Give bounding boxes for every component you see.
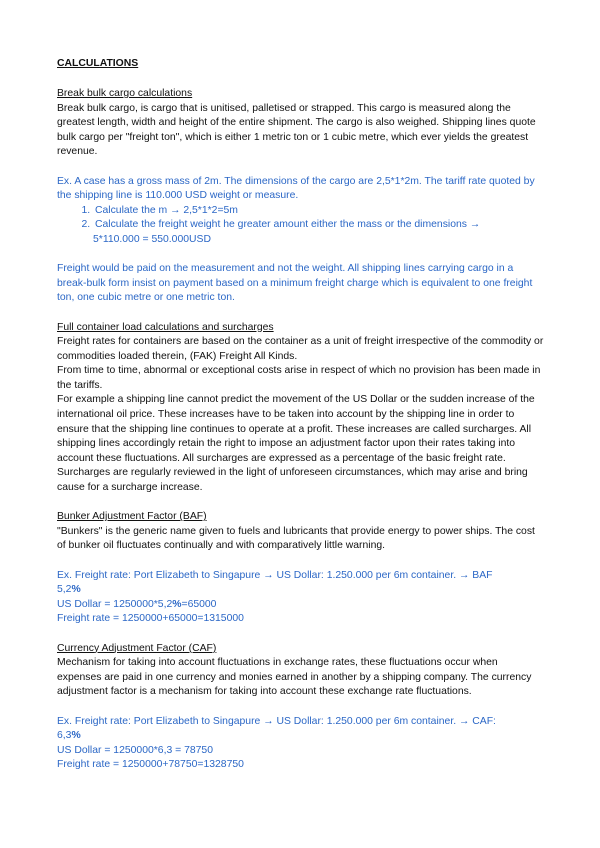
baf-calc-suffix: =65000 <box>181 598 217 610</box>
baf-percentage: 5,2 <box>57 584 72 596</box>
caf-section <box>57 642 545 773</box>
baf-calculation <box>57 598 545 613</box>
break-bulk-body: Break bulk cargo, is cargo that is unitised, palletised or strapped. This cargo is measured along the greatest length, width and height of the entire shipment. The cargo is also weighed. Shipping lines quote bulk cargo per "freight ton", which is either 1 metric ton or 1 cubic metre, which ever yields the greatest revenue. <box>57 102 536 158</box>
baf-example-line: Ex. Freight rate: Port Elizabeth to Singapure → US Dollar: 1.250.000 per 6m container. → BAF <box>57 569 493 581</box>
full-container-paragraph-1: Freight rates for containers are based on the container as a unit of freight irrespective of the commodity or commodities loaded therein, (FAK) Freight All Kinds. <box>57 336 544 362</box>
break-bulk-note: Freight would be paid on the measurement and not the weight. All shipping lines carrying cargo in a break-bulk form insist on payment based on a minimum freight charge which is equivalent to one freight ton, one cubic metre or one metric ton. <box>57 263 533 304</box>
spacer <box>57 554 545 569</box>
break-bulk-step-2-result: 5*110.000 = 550.000USD <box>93 233 211 245</box>
full-container-paragraph-2: From time to time, abnormal or exceptional costs arise in respect of which no provision has been made in the tariffs. <box>57 365 541 391</box>
spacer <box>57 306 545 321</box>
spacer <box>57 160 545 175</box>
break-bulk-heading: Break bulk cargo calculations <box>57 88 193 99</box>
break-bulk-step-1: 1. Calculate the m → 2,5*1*2=5m <box>93 204 545 219</box>
baf-calc-percent: % <box>172 598 182 610</box>
baf-heading: Bunker Adjustment Factor (BAF) <box>57 511 207 523</box>
document-content <box>57 57 545 773</box>
caf-example <box>57 715 545 744</box>
spacer <box>57 248 545 263</box>
caf-percentage: 6,3 <box>57 730 72 742</box>
break-bulk-steps <box>57 204 545 233</box>
baf-section <box>57 510 545 627</box>
caf-calculation: US Dollar = 1250000*6,3 = 78750 <box>57 744 213 756</box>
break-bulk-example: Ex. A case has a gross mass of 2m. The dimensions of the cargo are 2,5*1*2m. The tariff rate quoted by the shipping line is 110.000 USD weight or measure. <box>57 175 535 202</box>
spacer <box>57 627 545 642</box>
full-container-paragraph-3: For example a shipping line cannot predict the movement of the US Dollar or the sudden increase of the international oil price. These increases have to be taken into account by the shipping line in order to ensure that the shipping line continues to operate at a profit. These increases are called surcharges. All shipping lines accordingly retain the right to impose an adjustment factor upon their rates taking into account these fluctuations. All surcharges are expressed as a percentage of the basic freight rate. Surcharges are regularly reviewed in the light of unforeseen circumstances, which may arise and bring cause for a surcharge increase. <box>57 394 535 494</box>
baf-calc-prefix: US Dollar = 1250000*5,2 <box>57 598 173 610</box>
caf-percent-sign: % <box>71 730 81 742</box>
baf-body: "Bunkers" is the generic name given to fuels and lubricants that provide energy to power ships. The cost of bunker oil fluctuates continually and with comparatively little warning. <box>57 525 535 552</box>
spacer <box>57 700 545 715</box>
break-bulk-step-2: 2. Calculate the freight weight he greater amount either the mass or the dimensions → <box>93 218 545 233</box>
caf-heading: Currency Adjustment Factor (CAF) <box>57 642 217 654</box>
full-container-section <box>57 321 545 496</box>
page-title: CALCULATIONS <box>57 58 139 69</box>
caf-freight-rate: Freight rate = 1250000+78750=1328750 <box>57 759 244 771</box>
spacer <box>57 496 545 511</box>
full-container-heading: Full container load calculations and surcharges <box>57 321 274 333</box>
baf-freight-rate: Freight rate = 1250000+65000=1315000 <box>57 613 244 625</box>
baf-example <box>57 569 545 598</box>
caf-example-line: Ex. Freight rate: Port Elizabeth to Singapure → US Dollar: 1.250.000 per 6m container. → CAF: <box>57 715 496 727</box>
break-bulk-section <box>57 87 545 306</box>
baf-percent-sign: % <box>71 584 81 596</box>
caf-body: Mechanism for taking into account fluctuations in exchange rates, these fluctuations occur when expenses are paid in one currency and monies earned in another by a shipping company. The currency adjustment factor is a mechanism for taking into account these exchange rate fluctuations. <box>57 657 532 698</box>
